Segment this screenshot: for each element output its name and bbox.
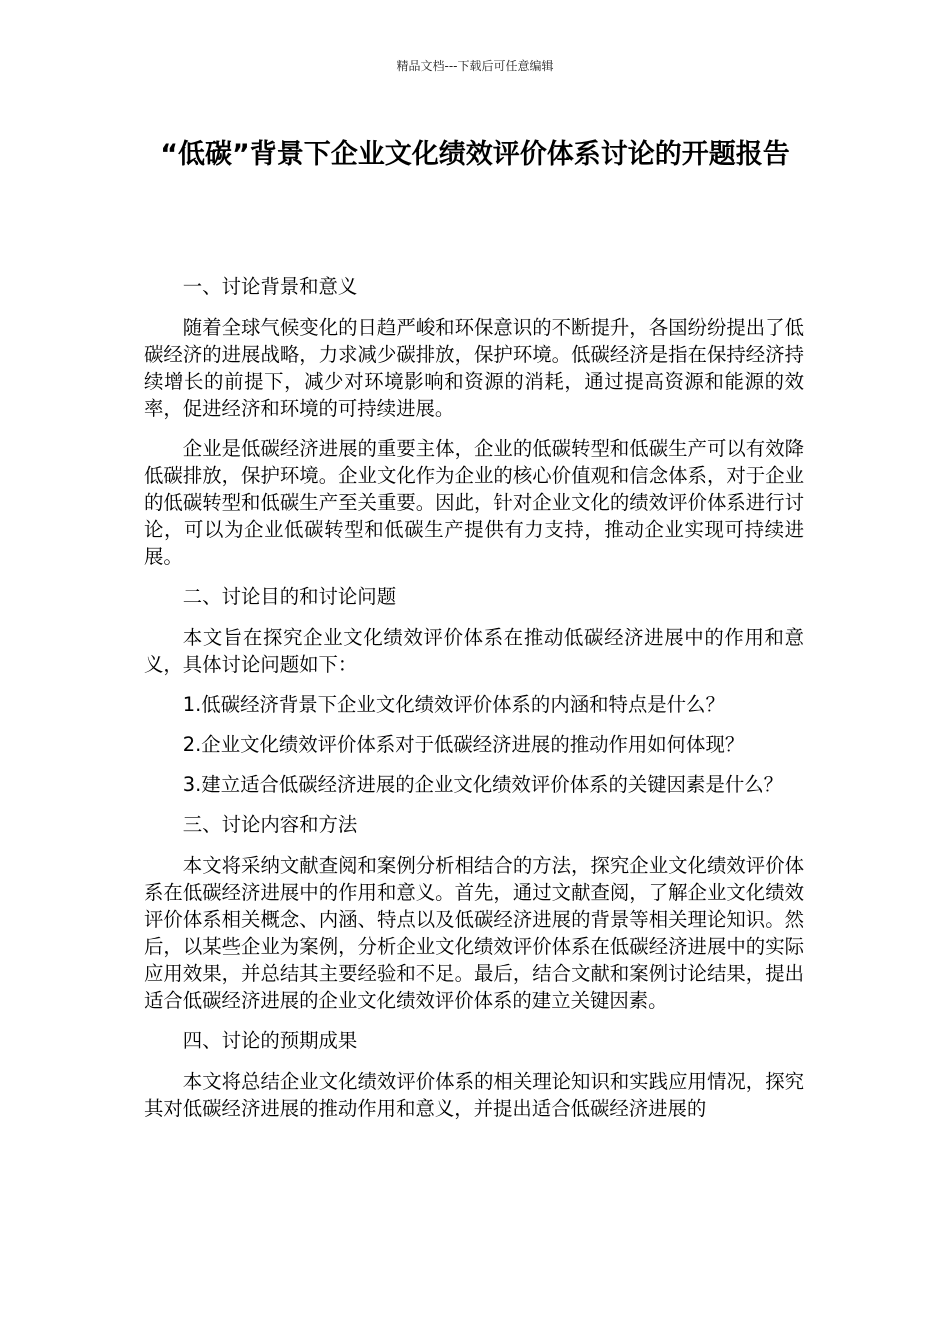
paragraph: 企业是低碳经济进展的重要主体，企业的低碳转型和低碳生产可以有效降低碳排放，保护环境。企业文化作为企业的核心价值观和信念体系，对于企业的低碳转型和低碳生产至关重要。因此，针对企业文化的绩效评价体系进行讨论，可以为企业低碳转型和低碳生产提供有力支持，推动企业实现可持续进展。 — [144, 437, 804, 568]
research-question: 2.企业文化绩效评价体系对于低碳经济进展的推动作用如何体现？ — [182, 733, 745, 756]
section-heading: 三、讨论内容和方法 — [182, 813, 358, 836]
section-heading: 一、讨论背景和意义 — [182, 275, 358, 298]
paragraph: 本文旨在探究企业文化绩效评价体系在推动低碳经济进展中的作用和意义，具体讨论问题如下： — [144, 626, 804, 676]
document-body — [144, 273, 804, 1135]
paragraph: 本文将总结企业文化绩效评价体系的相关理论知识和实践应用情况，探究其对低碳经济进展的推动作用和意义，并提出适合低碳经济进展的 — [144, 1070, 804, 1120]
research-question: 3.建立适合低碳经济进展的企业文化绩效评价体系的关键因素是什么？ — [182, 773, 784, 796]
document-title: “低碳”背景下企业文化绩效评价体系讨论的开题报告 — [160, 139, 790, 170]
paragraph: 随着全球气候变化的日趋严峻和环保意识的不断提升，各国纷纷提出了低碳经济的进展战略，力求减少碳排放，保护环境。低碳经济是指在保持经济持续增长的前提下，减少对环境影响和资源的消耗，通过提高资源和能源的效率，促进经济和环境的可持续进展。 — [144, 316, 804, 420]
page-header: 精品文档---下载后可任意编辑 — [396, 59, 554, 73]
paragraph: 本文将采纳文献查阅和案例分析相结合的方法，探究企业文化绩效评价体系在低碳经济进展中的作用和意义。首先，通过文献查阅，了解企业文化绩效评价体系相关概念、内涵、特点以及低碳经济进展的背景等相关理论知识。然后，以某些企业为案例，分析企业文化绩效评价体系在低碳经济进展中的实际应用效果，并总结其主要经验和不足。最后，结合文献和案例讨论结果，提出适合低碳经济进展的企业文化绩效评价体系的建立关键因素。 — [144, 854, 804, 1012]
section-heading: 二、讨论目的和讨论问题 — [182, 585, 397, 608]
research-question: 1.低碳经济背景下企业文化绩效评价体系的内涵和特点是什么？ — [182, 693, 725, 716]
section-heading: 四、讨论的预期成果 — [182, 1029, 358, 1052]
